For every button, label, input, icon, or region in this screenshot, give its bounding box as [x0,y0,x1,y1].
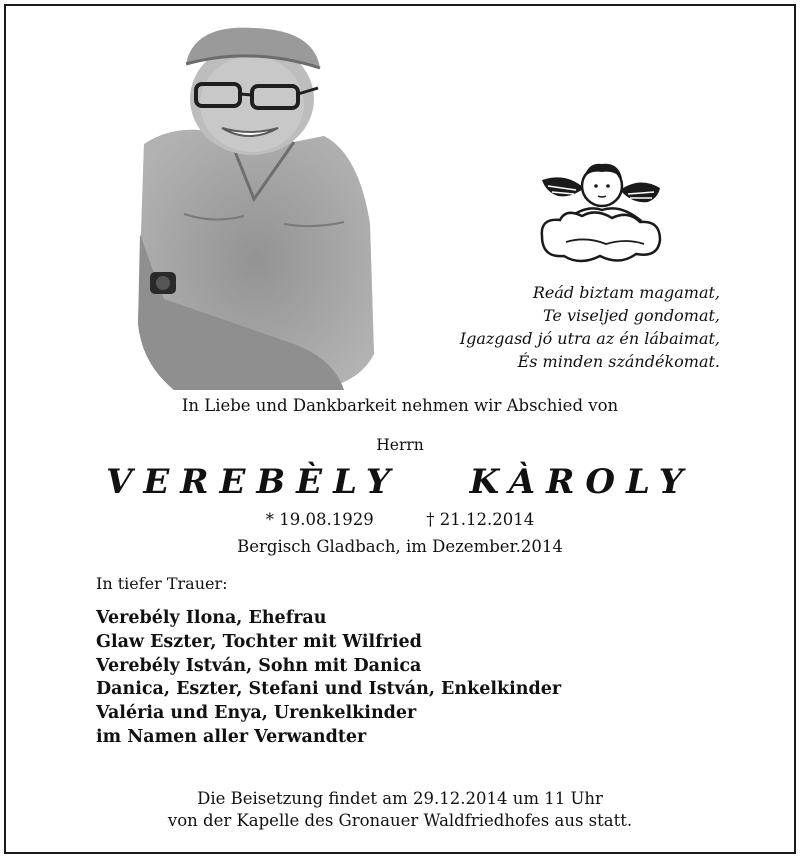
funeral-line: von der Kapelle des Gronauer Waldfriedhofes aus statt. [167,811,633,830]
place-date: Bergisch Gladbach, im Dezember.2014 [237,537,563,556]
mourning-label: In tiefer Trauer: [96,574,228,593]
deceased-name: VEREBÈLY KÀROLY [105,462,695,502]
mourner-entry: Glaw Eszter, Tochter mit Wilfried [96,631,422,652]
salutation: Herrn [376,436,424,454]
funeral-info [0,788,800,832]
poem-line: Igazgasd jó utra az én lábaimat, [459,329,720,348]
mourners-list [96,607,561,750]
mourner-entry: Verebély Ilona, Ehefrau [96,608,327,628]
poem-line: Te viseljed gondomat, [543,306,720,325]
cherub-illustration [536,158,666,268]
mourner-entry: Danica, Eszter, Stefani und István, Enkelkinder [96,679,562,700]
poem-line: És minden szándékomat. [517,352,720,371]
farewell-intro: In Liebe und Dankbarkeit nehmen wir Abschied von [181,396,619,415]
funeral-line: Die Beisetzung findet am 29.12.2014 um 11 Uhr [197,789,603,808]
poem-line: Reád biztam magamat, [532,283,720,302]
portrait-photo [134,24,376,390]
life-dates [0,510,800,529]
birth-date: * 19.08.1929 [265,510,374,529]
mourner-entry: Valéria und Enya, Urenkelkinder [96,703,417,724]
poem [460,281,720,373]
mourner-entry: Verebély István, Sohn mit Danica [96,655,422,676]
mourner-entry: im Namen aller Verwandter [96,726,367,747]
death-date: † 21.12.2014 [426,510,535,529]
